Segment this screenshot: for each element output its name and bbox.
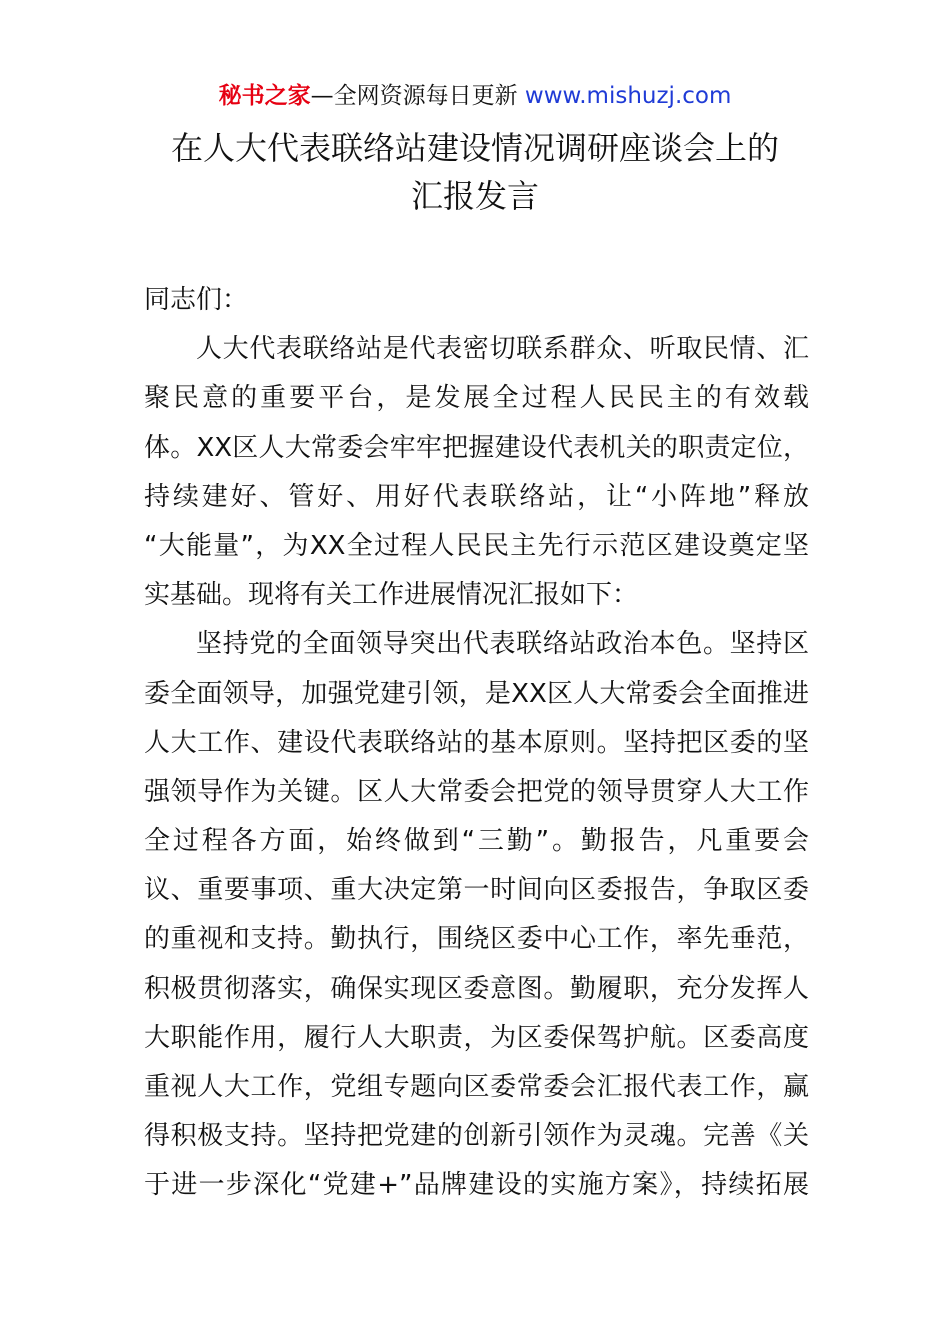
paragraph-line: 全过程各方面，始终做到“三勤”。勤报告，凡重要会 bbox=[144, 826, 809, 857]
paragraph-line: 于进一步深化“党建+”品牌建设的实施方案》，持续拓展 bbox=[144, 1170, 809, 1201]
document-title-line-2: 汇报发言 bbox=[410, 177, 539, 215]
paragraph-line: 体。XX区人大常委会牢牢把握建设代表机关的职责定位， bbox=[144, 432, 809, 463]
paragraph-line: 强领导作为关键。区人大常委会把党的领导贯穿人大工作 bbox=[144, 776, 809, 807]
paragraph-line: 重视人大工作，党组专题向区委常委会汇报代表工作，赢 bbox=[144, 1072, 809, 1102]
paragraph-line: “大能量”，为XX全过程人民民主先行示范区建设奠定坚 bbox=[144, 530, 809, 561]
paragraph-line: 委全面领导，加强党建引领，是XX区人大常委会全面推进 bbox=[144, 678, 809, 709]
site-banner bbox=[0, 80, 950, 112]
paragraph-line: 聚民意的重要平台，是发展全过程人民民主的有效载 bbox=[144, 383, 809, 414]
site-url-link[interactable]: www.mishuzj.com bbox=[524, 83, 732, 109]
banner-tagline: —全网资源每日更新 bbox=[310, 83, 518, 109]
paragraph-line: 积极贯彻落实，确保实现区委意图。勤履职，充分发挥人 bbox=[144, 973, 809, 1004]
paragraph-line: 人大代表联络站是代表密切联系群众、听取民情、汇 bbox=[196, 334, 809, 365]
salutation: 同志们： bbox=[144, 285, 249, 315]
paragraph-line: 人大工作、建设代表联络站的基本原则。坚持把区委的坚 bbox=[144, 727, 809, 758]
paragraph-line: 实基础。现将有关工作进展情况汇报如下： bbox=[144, 580, 639, 611]
paragraph-line: 得积极支持。坚持把党建的创新引领作为灵魂。完善《关 bbox=[144, 1121, 809, 1152]
brand-name: 秘书之家 bbox=[218, 83, 311, 109]
document-title-line-1: 在人大代表联络站建设情况调研座谈会上的 bbox=[170, 129, 779, 167]
paragraph-line: 的重视和支持。勤执行，围绕区委中心工作，率先垂范， bbox=[144, 924, 809, 955]
paragraph-line: 议、重要事项、重大决定第一时间向区委报告，争取区委 bbox=[144, 875, 809, 906]
paragraph-line: 大职能作用，履行人大职责，为区委保驾护航。区委高度 bbox=[144, 1022, 809, 1053]
paragraph-line: 坚持党的全面领导突出代表联络站政治本色。坚持区 bbox=[196, 629, 809, 660]
document-body bbox=[144, 276, 809, 1211]
paragraph-line: 持续建好、管好、用好代表联络站，让“小阵地”释放 bbox=[144, 481, 809, 512]
